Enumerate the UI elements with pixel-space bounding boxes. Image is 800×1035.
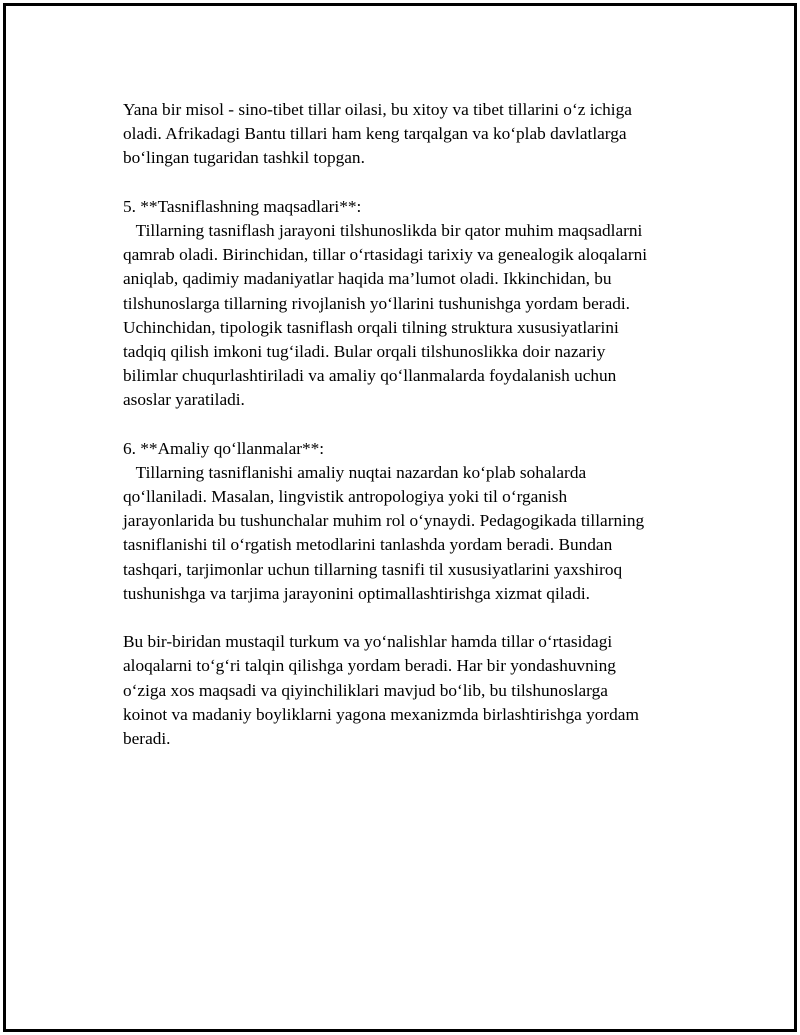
paragraph-spacer xyxy=(123,171,693,195)
text-line: Uchinchidan, tipologik tasniflash orqali tilning struktura xususiyatlarini xyxy=(123,317,619,337)
text-line: Bu bir-biridan mustaqil turkum va yo‘nalishlar hamda tillar o‘rtasidagi xyxy=(123,632,613,652)
text-line: tashqari, tarjimonlar uchun tillarning tasnifi til xususiyatlarini yaxshiroq xyxy=(123,559,623,579)
text-line: tushunishga va tarjima jarayonini optimallashtirishga xizmat qiladi. xyxy=(123,583,590,603)
text-line: Tillarning tasniflash jarayoni tilshunoslikda bir qator muhim maqsadlarni xyxy=(123,220,643,240)
paragraph-2 xyxy=(123,195,693,413)
text-line: bo‘lingan tugaridan tashkil topgan. xyxy=(123,148,365,168)
text-line: tasniflanishi til o‘rgatish metodlarini tanlashda yordam beradi. Bundan xyxy=(123,535,613,555)
text-line: bilimlar chuqurlashtiriladi va amaliy qo‘llanmalarda foydalanish uchun xyxy=(123,366,617,386)
section-heading: 6. **Amaliy qo‘llanmalar**: xyxy=(123,438,325,458)
text-line: Tillarning tasniflanishi amaliy nuqtai nazardan ko‘plab sohalarda xyxy=(123,462,587,482)
text-line: o‘ziga xos maqsadi va qiyinchiliklari mavjud bo‘lib, bu tilshunoslarga xyxy=(123,680,608,700)
text-line: qo‘llaniladi. Masalan, lingvistik antropologiya yoki til o‘rganish xyxy=(123,487,568,506)
paragraph-spacer xyxy=(123,606,693,630)
text-line: koinot va madaniy boyliklarni yagona mexanizmda birlashtirishga yordam xyxy=(123,704,639,724)
text-line: Yana bir misol - sino-tibet tillar oilasi, bu xitoy va tibet tillarini o‘z ichiga xyxy=(123,100,632,119)
text-line: aniqlab, qadimiy madaniyatlar haqida ma’lumot oladi. Ikkinchidan, bu xyxy=(123,269,612,289)
page-frame xyxy=(3,3,797,1032)
text-line: beradi. xyxy=(123,728,171,748)
paragraph-1 xyxy=(123,98,693,171)
text-line: tilshunoslarga tillarning rivojlanish yo‘llarini tushunishga yordam beradi. xyxy=(123,293,630,313)
section-heading: 5. **Tasniflashning maqsadlari**: xyxy=(123,196,362,216)
text-line: aloqalarni to‘g‘ri talqin qilishga yordam beradi. Har bir yondashuvning xyxy=(123,656,616,676)
document-body xyxy=(123,98,693,751)
text-line: qamrab oladi. Birinchidan, tillar o‘rtasidagi tarixiy va genealogik aloqalarni xyxy=(123,245,648,265)
text-line: asoslar yaratiladi. xyxy=(123,390,245,410)
paragraph-spacer xyxy=(123,412,693,436)
text-line: oladi. Afrikadagi Bantu tillari ham keng tarqalgan va ko‘plab davlatlarga xyxy=(123,124,627,144)
paragraph-3 xyxy=(123,437,693,606)
text-line: jarayonlarida bu tushunchalar muhim rol o‘ynaydi. Pedagogikada tillarning xyxy=(123,511,645,531)
paragraph-4 xyxy=(123,630,693,751)
text-line: tadqiq qilish imkoni tug‘iladi. Bular orqali tilshunoslikka doir nazariy xyxy=(123,341,606,361)
